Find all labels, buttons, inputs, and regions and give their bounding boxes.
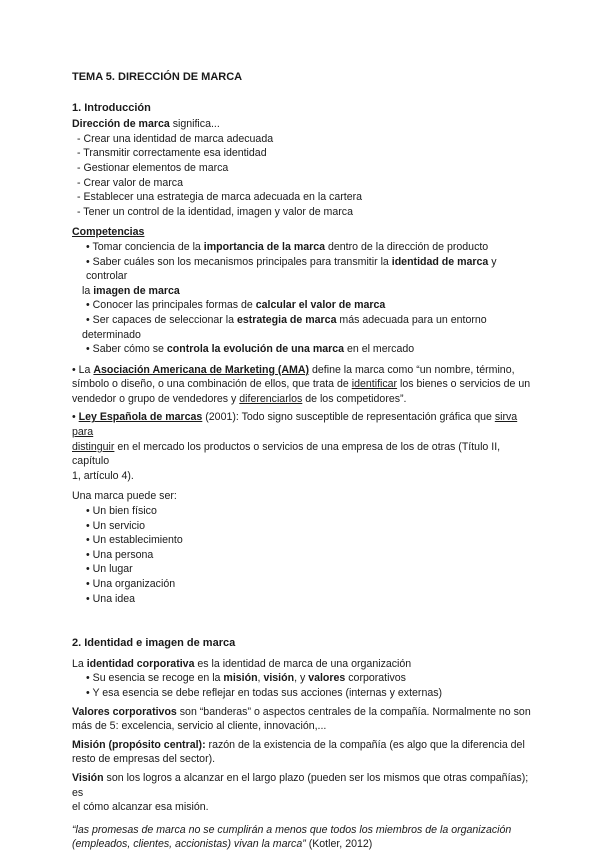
kotler-quote: “las promesas de marca no se cumplirán a menos que todos los miembros de la organización (empleados, clientes, accionistas) vivan la marca” (Kotler, 2012)	[72, 823, 512, 851]
identidad-corporativa-line: La identidad corporativa es la identidad de marca de una organización	[72, 657, 412, 670]
vision-paragraph: Visión son los logros a alcanzar en el largo plazo (pueden ser los mismos que otras compañías); es el cómo alcanzar esa misión.	[72, 771, 529, 814]
mision-paragraph: Misión (propósito central): razón de la existencia de la compañía (es algo que la diferencia del resto de empresas del sector).	[72, 738, 525, 766]
intro-lead: Dirección de marca significa...	[72, 118, 220, 131]
list-item: • Saber cuáles son los mecanismos principales para transmitir la identidad de marca y controlar	[86, 255, 497, 283]
list-item: • Una persona	[86, 548, 154, 561]
list-item: - Tener un control de la identidad, imagen y valor de marca	[77, 205, 353, 218]
list-item-continuation: determinado	[82, 328, 141, 341]
list-item: • Conocer las principales formas de calcular el valor de marca	[86, 299, 386, 312]
section-2-heading: 2. Identidad e imagen de marca	[72, 637, 236, 650]
competencias-heading: Competencias	[72, 226, 145, 239]
list-item: • Un servicio	[86, 519, 146, 532]
document-page	[72, 70, 540, 852]
section-1-heading: 1. Introducción	[72, 101, 151, 114]
ama-paragraph: • La Asociación Americana de Marketing (AMA) define la marca como “un nombre, término, símbolo o diseño, o una combinación de ellos, que trata de identificar los bienes o servicios de un vendedor o grupo de vendedores y diferenciarlos de los competidores”.	[72, 363, 531, 405]
list-item: • Ser capaces de seleccionar la estrategia de marca más adecuada para un entorno	[86, 313, 487, 326]
list-item: • Un lugar	[86, 563, 133, 576]
marca-puede-intro: Una marca puede ser:	[72, 490, 177, 503]
list-item: • Y esa esencia se debe reflejar en todas sus acciones (internas y externas)	[86, 686, 443, 699]
list-item-continuation: la imagen de marca	[82, 284, 180, 297]
list-item: - Establecer una estrategia de marca adecuada en la cartera	[77, 191, 363, 204]
list-item: - Gestionar elementos de marca	[77, 161, 229, 174]
list-item: • Tomar conciencia de la importancia de la marca dentro de la dirección de producto	[86, 240, 489, 253]
list-item: • Un bien físico	[86, 505, 157, 518]
valores-paragraph: Valores corporativos son “banderas” o aspectos centrales de la compañía. Normalmente no son más de 5: excelencia, servicio al cliente, innovación,...	[72, 705, 531, 733]
page-title: TEMA 5. DIRECCIÓN DE MARCA	[72, 71, 243, 83]
list-item: • Una idea	[86, 592, 136, 605]
list-item: • Su esencia se recoge en la misión, visión, y valores corporativos	[86, 672, 406, 685]
list-item: • Una organización	[86, 578, 176, 590]
list-item: • Saber cómo se controla la evolución de una marca en el mercado	[86, 343, 415, 356]
list-item: - Crear valor de marca	[77, 176, 183, 189]
ley-paragraph: • Ley Española de marcas (2001): Todo signo susceptible de representación gráfica que sirva para distinguir en el mercado los productos o servicios de una empresa de los de otras (Título II, capítulo 1, artículo 4).	[72, 411, 518, 482]
list-item: - Transmitir correctamente esa identidad	[77, 147, 267, 160]
list-item: • Un establecimiento	[86, 534, 183, 547]
list-item: - Crear una identidad de marca adecuada	[77, 132, 274, 145]
